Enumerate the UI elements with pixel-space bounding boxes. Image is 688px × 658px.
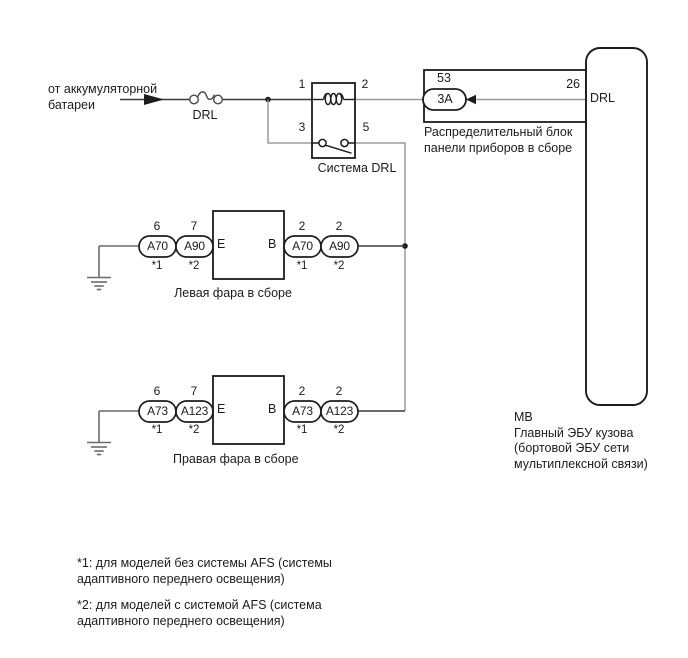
- left-headlight-label: Левая фара в сборе: [174, 286, 292, 300]
- relay-pin-3: 3: [298, 120, 306, 134]
- breaker-label: 3A: [437, 92, 453, 106]
- connector-note: *2: [188, 424, 200, 436]
- connector-note: *2: [333, 260, 345, 272]
- ecu-terminal-drl: DRL: [590, 91, 616, 105]
- connector-pin: 2: [335, 384, 343, 398]
- connector-code: A73: [292, 404, 313, 418]
- connector-pin: 7: [190, 219, 198, 233]
- junction-block-pin: 53: [437, 71, 451, 85]
- connector-code: A123: [180, 404, 209, 418]
- connector-note: *1: [296, 260, 308, 272]
- fuse-symbol: [190, 92, 223, 104]
- terminal-b: B: [268, 237, 277, 251]
- terminal-b: B: [268, 402, 277, 416]
- relay-box: [312, 83, 355, 158]
- connector-pin: 2: [298, 384, 306, 398]
- connector-pin: 2: [298, 219, 306, 233]
- connector-note: *2: [188, 260, 200, 272]
- connector-note: *1: [151, 424, 163, 436]
- relay-pin-1: 1: [298, 77, 306, 91]
- trunk-wire: [355, 143, 408, 411]
- relay-label: Система DRL: [317, 161, 397, 175]
- ground-icon-right: [87, 411, 111, 455]
- footnote-1: *1: для моделей без системы AFS (системы адаптивного переднего освещения): [77, 556, 332, 586]
- connector-code: A90: [184, 239, 205, 253]
- footnote-2: *2: для моделей с системой AFS (система адаптивного переднего освещения): [77, 598, 322, 628]
- relay-pin-2: 2: [361, 77, 369, 91]
- ground-icon-left: [87, 246, 111, 290]
- connector-code: A90: [329, 239, 350, 253]
- connector-code: A70: [292, 239, 313, 253]
- connector-code: A73: [147, 404, 168, 418]
- connector-code: A123: [325, 404, 354, 418]
- terminal-e: E: [217, 237, 226, 251]
- connector-note: *2: [333, 424, 345, 436]
- connector-code: A70: [147, 239, 168, 253]
- junction-block-label: Распределительный блок панели приборов в сборе: [424, 125, 573, 155]
- ecu-caption: MB Главный ЭБУ кузова (бортовой ЭБУ сети мультиплексной связи): [514, 410, 648, 471]
- connector-pin: 7: [190, 384, 198, 398]
- connector-note: *1: [296, 424, 308, 436]
- right-headlight-label: Правая фара в сборе: [173, 452, 299, 466]
- connector-note: *1: [151, 260, 163, 272]
- connector-pin: 6: [153, 384, 161, 398]
- ecu-pin-26: 26: [566, 77, 580, 91]
- connector-pin: 6: [153, 219, 161, 233]
- fuse-label: DRL: [192, 108, 218, 122]
- terminal-e: E: [217, 402, 226, 416]
- connector-pin: 2: [335, 219, 343, 233]
- battery-source-label: от аккумуляторной батареи: [48, 82, 158, 112]
- relay-pin-5: 5: [362, 120, 370, 134]
